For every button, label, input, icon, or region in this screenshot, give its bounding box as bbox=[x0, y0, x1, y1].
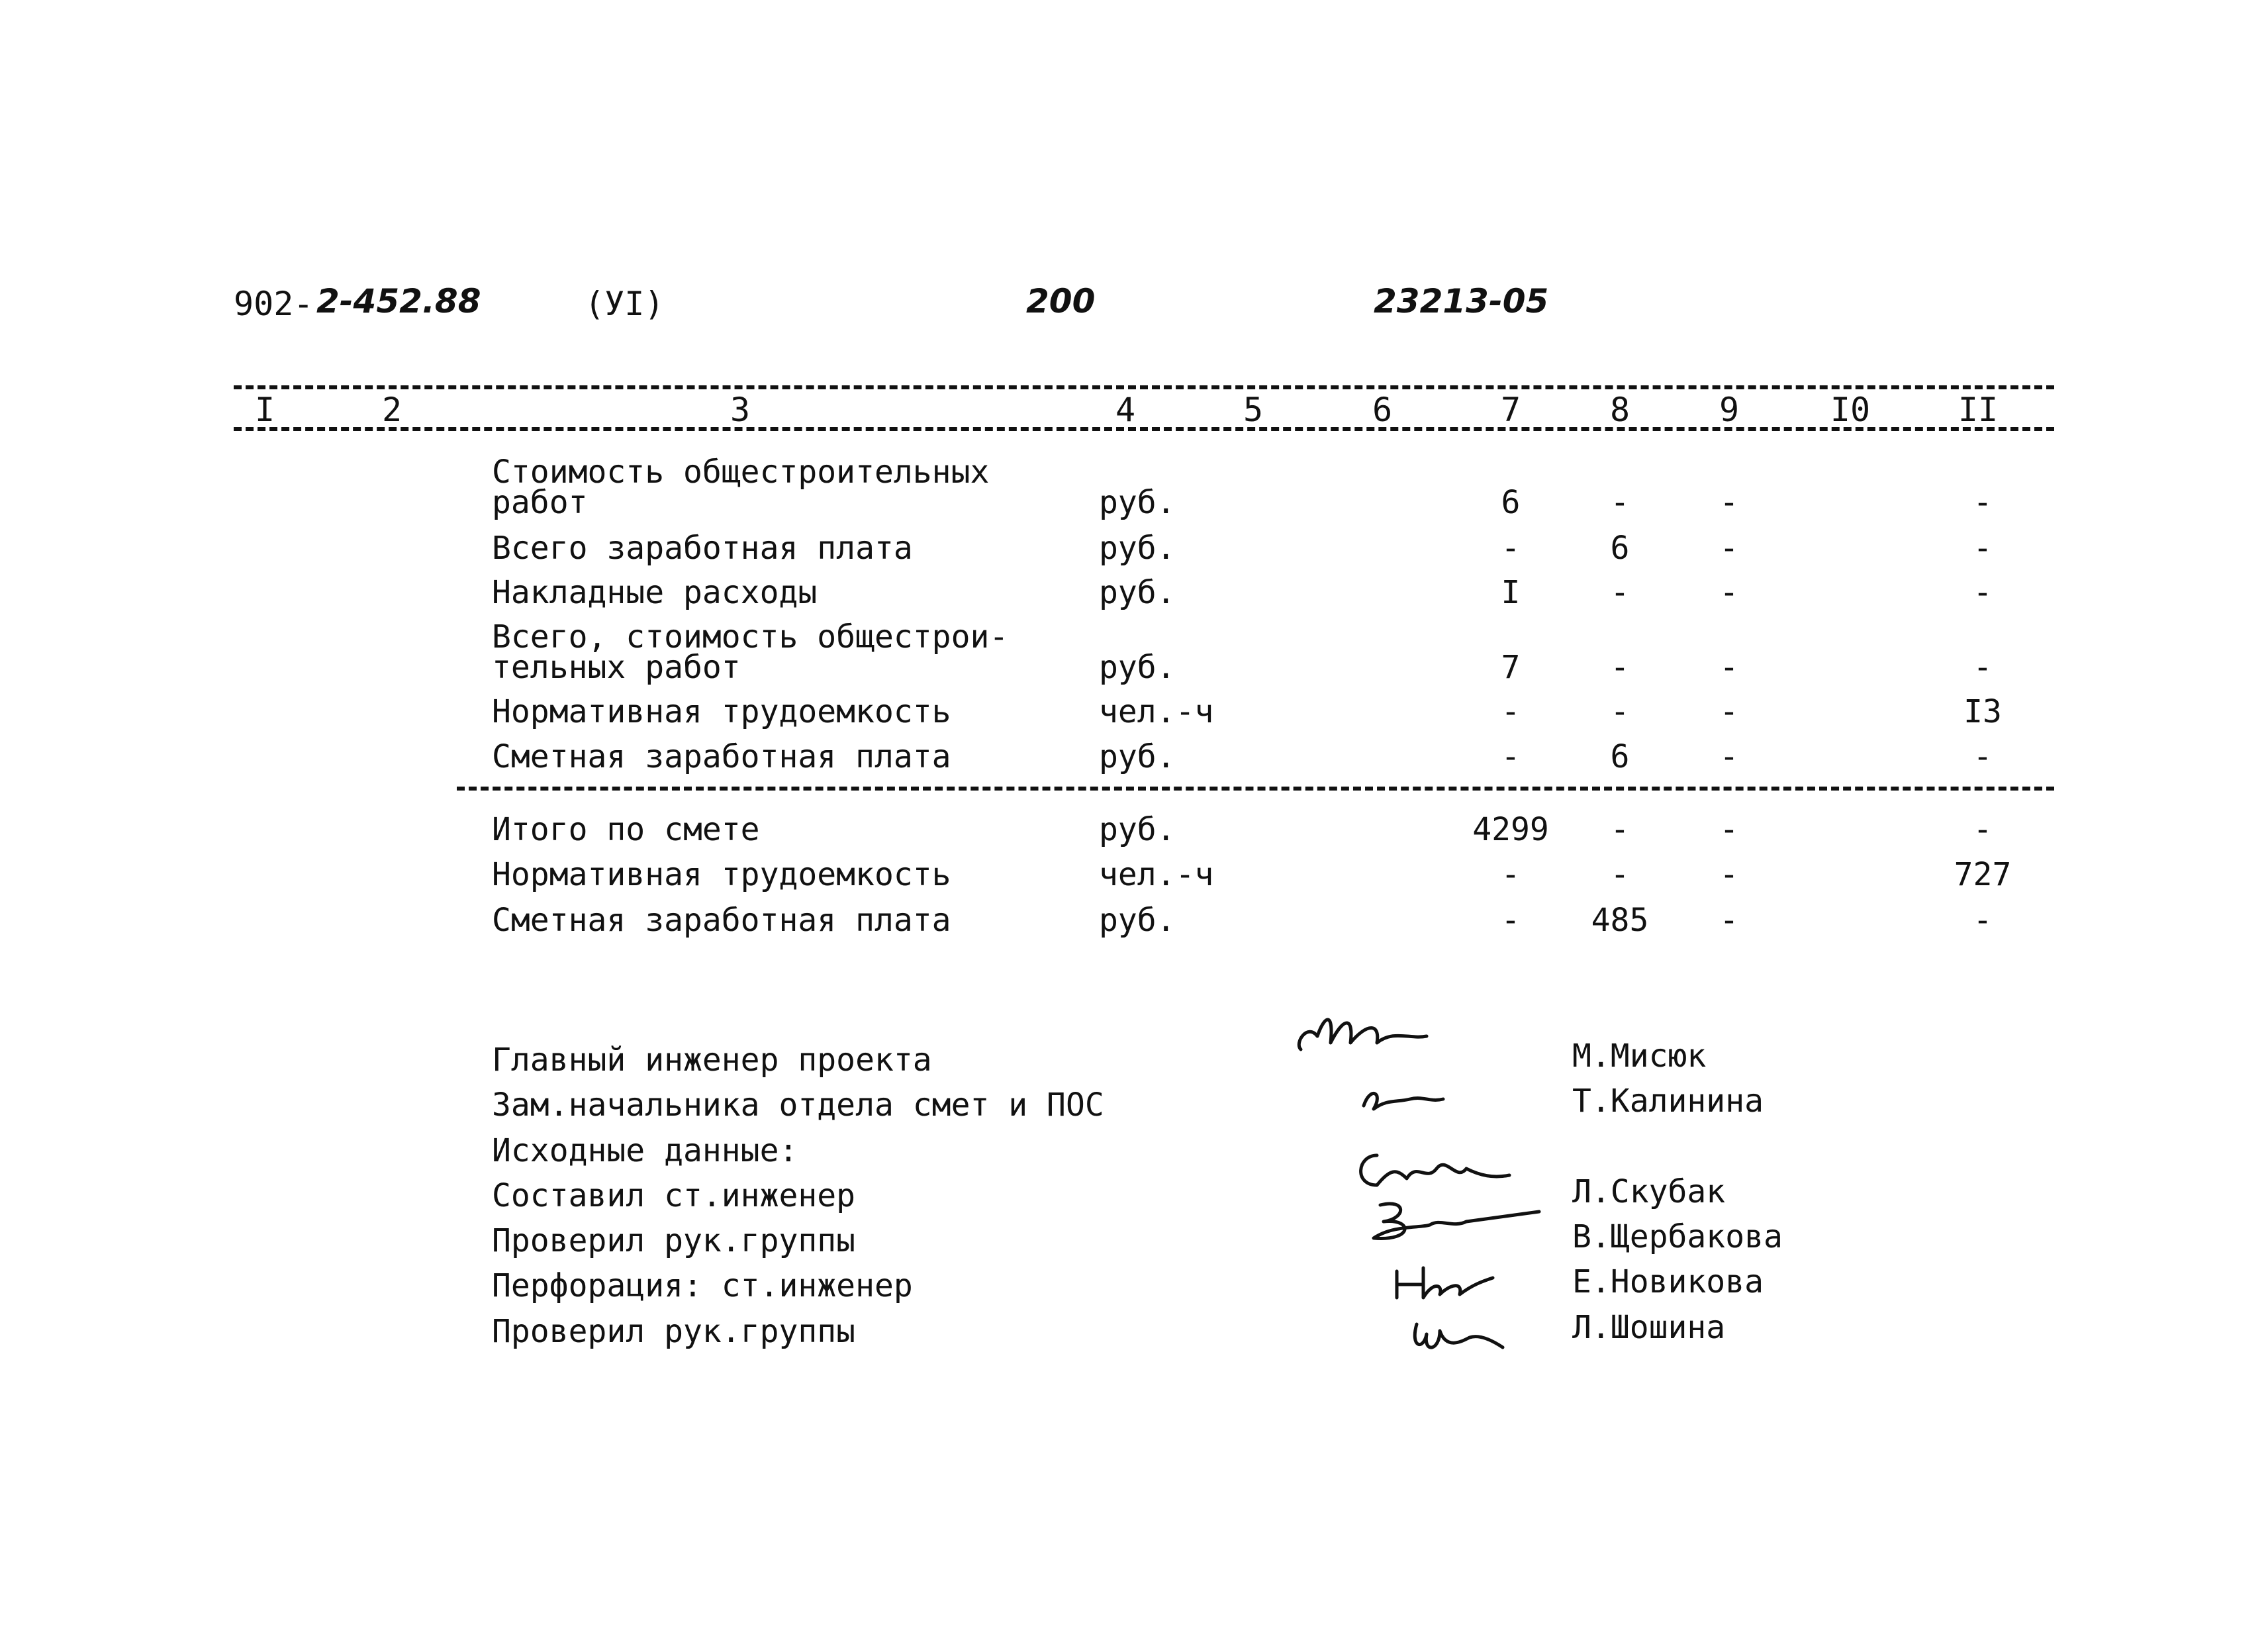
signature-name: Е.Новикова bbox=[1572, 1263, 1764, 1300]
handwritten-signature bbox=[1403, 1314, 1516, 1364]
signature-role: Главный инженер проекта bbox=[492, 1041, 932, 1079]
row-label: тельных работ bbox=[492, 649, 741, 686]
cell-col-9: - bbox=[1719, 902, 1739, 939]
cell-col-7: 4299 bbox=[1472, 811, 1549, 848]
cell-col-8: - bbox=[1610, 484, 1630, 521]
column-number: I bbox=[254, 391, 275, 429]
cell-col-11: - bbox=[1973, 530, 1993, 567]
signature-role: Зам.начальника отдела смет и ПОС bbox=[492, 1087, 1104, 1124]
cell-col-7: - bbox=[1501, 856, 1521, 893]
signature-role: Перфорация: ст.инженер bbox=[492, 1267, 913, 1304]
column-number: 4 bbox=[1115, 391, 1136, 429]
handwritten-signature bbox=[1367, 1198, 1552, 1258]
cell-col-8: 485 bbox=[1591, 902, 1649, 939]
row-label: Стоимость общестроительных bbox=[492, 454, 990, 491]
column-number: II bbox=[1958, 391, 1999, 429]
row-unit: руб. bbox=[1099, 484, 1176, 521]
row-unit: чел.-ч bbox=[1099, 856, 1214, 893]
signature-name: В.Щербакова bbox=[1572, 1218, 1783, 1255]
cell-col-11: - bbox=[1973, 574, 1993, 611]
column-number: 2 bbox=[381, 391, 402, 429]
cell-col-8: - bbox=[1610, 693, 1630, 730]
row-label: Всего заработная плата bbox=[492, 530, 913, 567]
signature-role: Проверил рук.группы bbox=[492, 1313, 856, 1350]
cell-col-8: - bbox=[1610, 856, 1630, 893]
cell-col-9: - bbox=[1719, 649, 1739, 686]
row-unit: руб. bbox=[1099, 902, 1176, 939]
cell-col-11: - bbox=[1973, 738, 1993, 775]
cell-col-9: - bbox=[1719, 574, 1739, 611]
cell-col-9: - bbox=[1719, 484, 1739, 521]
cell-col-7: - bbox=[1501, 738, 1521, 775]
row-label: Нормативная трудоемкость bbox=[492, 693, 951, 730]
row-label: Сметная заработная плата bbox=[492, 902, 951, 939]
cell-col-7: I bbox=[1501, 574, 1521, 611]
dashed-rule-columns bbox=[234, 427, 2054, 431]
handwritten-signature bbox=[1294, 1010, 1446, 1069]
row-label: Всего, стоимость общестрои- bbox=[492, 618, 1009, 655]
cell-col-11: I3 bbox=[1963, 693, 2002, 730]
section-number: (УI) bbox=[585, 285, 665, 323]
dashed-rule-totals bbox=[457, 787, 2054, 791]
signature-role: Составил ст.инженер bbox=[492, 1177, 856, 1214]
signature-name: М.Мисюк bbox=[1572, 1038, 1707, 1075]
cell-col-7: - bbox=[1501, 530, 1521, 567]
cell-col-8: 6 bbox=[1610, 738, 1630, 775]
doc-number-prefix: 902- bbox=[234, 285, 314, 323]
handwritten-signature bbox=[1387, 1258, 1506, 1308]
handwritten-signature bbox=[1357, 1079, 1470, 1126]
cell-col-9: - bbox=[1719, 530, 1739, 567]
cell-col-9: - bbox=[1719, 738, 1739, 775]
cell-col-11: - bbox=[1973, 484, 1993, 521]
row-unit: руб. bbox=[1099, 649, 1176, 686]
row-label: Сметная заработная плата bbox=[492, 738, 951, 775]
document-code-handwritten: 23213-05 bbox=[1374, 282, 1549, 320]
cell-col-8: 6 bbox=[1610, 530, 1630, 567]
signature-name: Т.Калинина bbox=[1572, 1083, 1764, 1120]
column-number: 7 bbox=[1500, 391, 1521, 429]
signature-role: Исходные данные: bbox=[492, 1132, 798, 1169]
cell-col-11: - bbox=[1973, 902, 1993, 939]
row-unit: руб. bbox=[1099, 738, 1176, 775]
column-number: 3 bbox=[730, 391, 751, 429]
row-unit: руб. bbox=[1099, 530, 1176, 567]
row-unit: чел.-ч bbox=[1099, 693, 1214, 730]
row-unit: руб. bbox=[1099, 811, 1176, 848]
cell-col-11: - bbox=[1973, 649, 1993, 686]
cell-col-8: - bbox=[1610, 811, 1630, 848]
row-label: Нормативная трудоемкость bbox=[492, 856, 951, 893]
row-label: работ bbox=[492, 484, 588, 521]
column-number: 8 bbox=[1609, 391, 1630, 429]
column-number: I0 bbox=[1830, 391, 1871, 429]
column-number: 9 bbox=[1719, 391, 1740, 429]
cell-col-8: - bbox=[1610, 649, 1630, 686]
dashed-rule-top bbox=[234, 385, 2054, 389]
column-number: 6 bbox=[1372, 391, 1393, 429]
signature-name: Л.Шошина bbox=[1572, 1309, 1726, 1346]
column-number: 5 bbox=[1243, 391, 1264, 429]
cell-col-7: - bbox=[1501, 693, 1521, 730]
cell-col-9: - bbox=[1719, 811, 1739, 848]
row-label: Итого по смете bbox=[492, 811, 760, 848]
cell-col-11: - bbox=[1973, 811, 1993, 848]
cell-col-7: 6 bbox=[1501, 484, 1521, 521]
cell-col-8: - bbox=[1610, 574, 1630, 611]
page-number-handwritten: 200 bbox=[1026, 282, 1096, 320]
handwritten-signature bbox=[1350, 1149, 1516, 1202]
cell-col-9: - bbox=[1719, 693, 1739, 730]
signature-name: Л.Скубак bbox=[1572, 1173, 1726, 1210]
cell-col-11: 727 bbox=[1954, 856, 2012, 893]
cell-col-7: - bbox=[1501, 902, 1521, 939]
row-unit: руб. bbox=[1099, 574, 1176, 611]
signature-role: Проверил рук.группы bbox=[492, 1222, 856, 1259]
row-label: Накладные расходы bbox=[492, 574, 818, 611]
doc-number-handwritten: 2-452.88 bbox=[316, 282, 481, 320]
cell-col-9: - bbox=[1719, 856, 1739, 893]
cell-col-7: 7 bbox=[1501, 649, 1521, 686]
